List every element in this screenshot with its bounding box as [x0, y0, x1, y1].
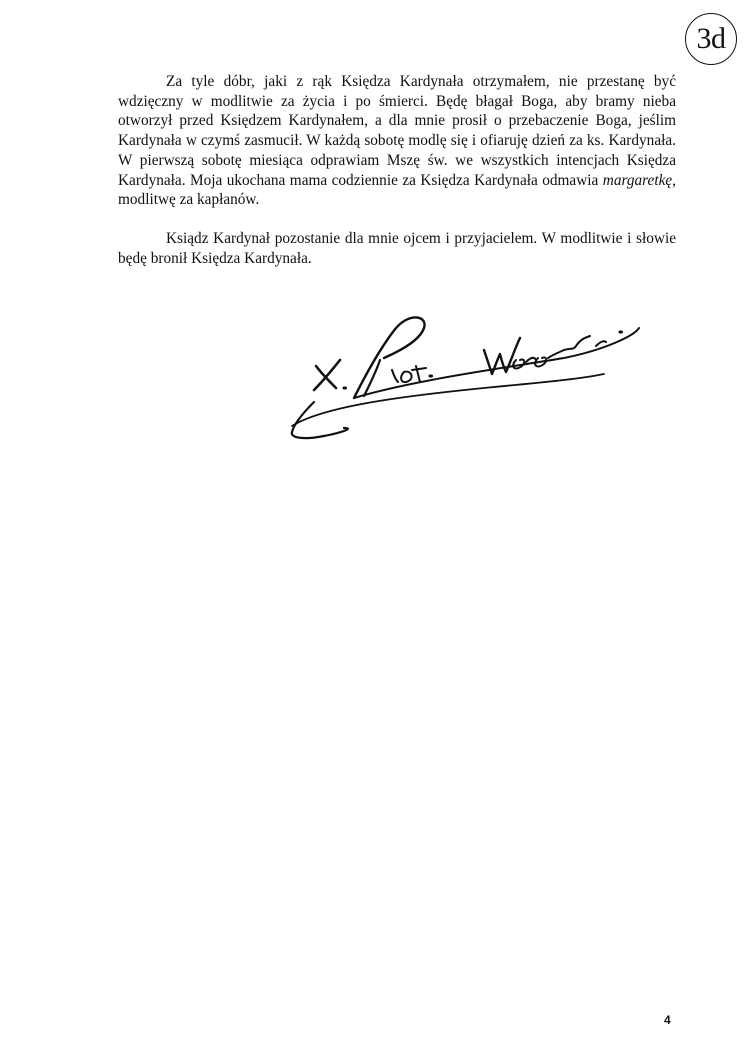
letter-body [118, 72, 676, 268]
paragraph-1 [118, 72, 676, 210]
handwritten-signature [284, 288, 644, 448]
paragraph-1-text: Za tyle dóbr, jaki z rąk Księdza Kardynała otrzymałem, nie przestanę być wdzięczny w modlitwie za życia i po śmierci. Będę błagał Boga, aby bramy nieba otworzył przed Księdzem Kardynałem, a dla mnie prosił o przebaczenie Boga, jeślim Kardynała w czymś zasmucił. W każdą sobotę modlę się i ofiaruję dzień za ks. Kardynała. W pierwszą sobotę miesiąca odprawiam Mszę św. we wszystkich intencjach Księdza Kardynała. Moja ukochana mama codziennie za Księdza Kardynała odmawia [118, 73, 676, 189]
paragraph-1-tail: , modlitwę za kapłanów. [118, 171, 676, 209]
page-badge: 3d [685, 13, 737, 65]
paragraph-1-italic: margaretkę [602, 171, 673, 189]
paragraph-2: Ksiądz Kardynał pozostanie dla mnie ojcem i przyjacielem. W modlitwie i słowie będę bronił Księdza Kardynała. [118, 229, 676, 267]
page-number: 4 [664, 1013, 671, 1027]
